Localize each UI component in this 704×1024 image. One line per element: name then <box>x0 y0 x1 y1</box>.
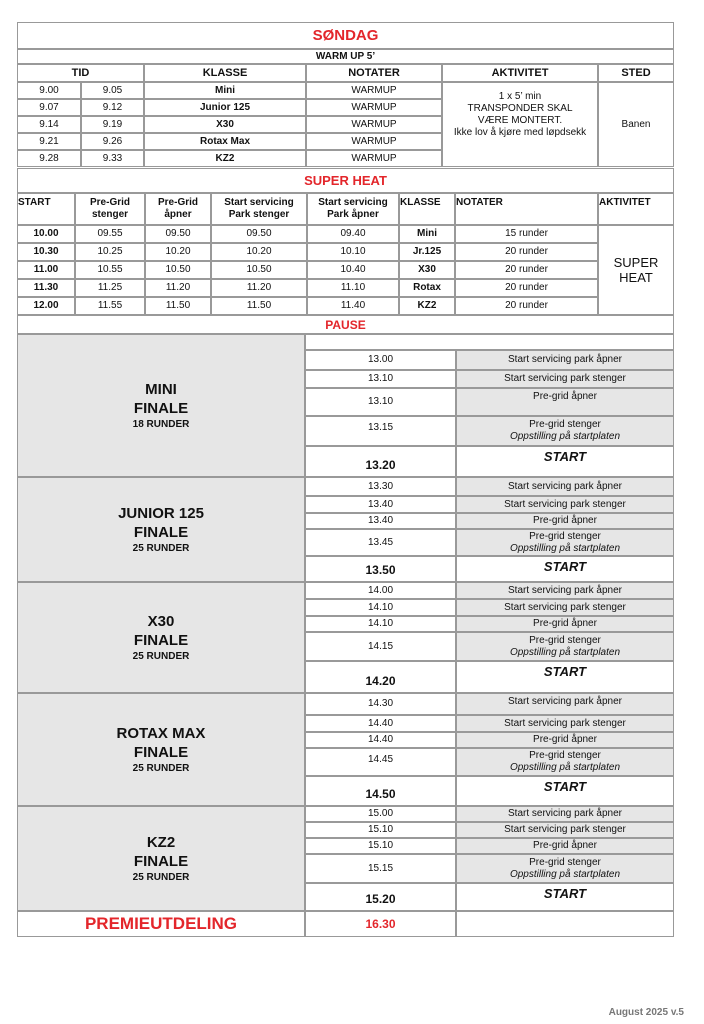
lineup-text: Oppstilling på startplaten <box>509 542 621 554</box>
superheat-pg_close: 10.25 <box>75 243 145 261</box>
superheat-header <box>145 193 211 225</box>
lineup-text: Oppstilling på startplaten <box>509 431 621 442</box>
superheat-note: 20 runder <box>455 243 598 261</box>
superheat-pg_close: 10.55 <box>75 261 145 279</box>
warmup-header: KLASSE <box>144 64 306 82</box>
warmup-note: WARMUP <box>306 133 442 150</box>
superheat-class: Rotax <box>399 279 455 297</box>
final-activity: Start servicing park åpner <box>456 806 674 822</box>
superheat-pg_close: 11.25 <box>75 279 145 297</box>
final-activity: START <box>456 446 674 477</box>
final-laps: 25 RUNDER <box>132 763 190 774</box>
ceremony-empty <box>456 911 674 937</box>
text-line: Start servicing <box>224 197 294 208</box>
final-activity: Start servicing park stenger <box>456 822 674 838</box>
pause-label: PAUSE <box>17 315 674 334</box>
final-activity: START <box>456 776 674 806</box>
final-time: 13.30 <box>305 477 456 496</box>
warmup-heading: WARM UP 5’ <box>17 49 674 64</box>
footer-version: August 2025 v.5 <box>608 1007 684 1018</box>
final-block-label <box>17 582 305 693</box>
warmup-from: 9.14 <box>17 116 81 133</box>
final-activity: START <box>456 661 674 693</box>
final-time: 14.40 <box>305 732 456 748</box>
text-line: åpner <box>164 209 192 220</box>
warmup-header: TID <box>17 64 144 82</box>
final-block-label <box>17 334 305 477</box>
final-activity <box>456 529 674 556</box>
lineup-text: Oppstilling på startplaten <box>509 868 621 880</box>
warmup-to: 9.19 <box>81 116 144 133</box>
warmup-from: 9.21 <box>17 133 81 150</box>
warmup-header: NOTATER <box>306 64 442 82</box>
warmup-class: Junior 125 <box>144 99 306 116</box>
warmup-class: X30 <box>144 116 306 133</box>
warmup-note: WARMUP <box>306 116 442 133</box>
final-activity: Start servicing park åpner <box>456 477 674 496</box>
final-activity: Start servicing park åpner <box>456 693 674 715</box>
grid-close-text: Pre-grid stenger <box>529 634 601 646</box>
grid-close-text: Pre-grid stenger <box>529 750 601 761</box>
final-class-name: MINI <box>145 381 177 398</box>
superheat-header <box>399 193 455 225</box>
text-line: Start servicing <box>318 197 388 208</box>
text-line: NOTATER <box>456 197 503 208</box>
final-time: 13.50 <box>305 556 456 582</box>
warmup-from: 9.00 <box>17 82 81 99</box>
superheat-sp_open: 11.40 <box>307 297 399 315</box>
final-label: FINALE <box>133 853 189 870</box>
superheat-sp_close: 10.20 <box>211 243 307 261</box>
superheat-note: 20 runder <box>455 279 598 297</box>
final-activity <box>456 854 674 883</box>
final-time: 14.10 <box>305 616 456 632</box>
grid-close-text: Pre-grid stenger <box>529 419 601 430</box>
warmup-header: AKTIVITET <box>442 64 598 82</box>
superheat-note: 15 runder <box>455 225 598 243</box>
final-activity: Pre-grid åpner <box>456 838 674 854</box>
final-time: 15.20 <box>305 883 456 911</box>
superheat-sp_open: 10.10 <box>307 243 399 261</box>
superheat-pg_close: 09.55 <box>75 225 145 243</box>
final-time: 13.15 <box>305 416 456 446</box>
superheat-note: 20 runder <box>455 297 598 315</box>
warmup-class: Rotax Max <box>144 133 306 150</box>
final-activity: Pre-grid åpner <box>456 388 674 416</box>
final-time: 13.40 <box>305 513 456 529</box>
superheat-header <box>211 193 307 225</box>
warmup-to: 9.05 <box>81 82 144 99</box>
final-label: FINALE <box>133 524 189 541</box>
final-time: 13.45 <box>305 529 456 556</box>
final-activity <box>456 632 674 661</box>
warmup-activity <box>442 82 598 167</box>
warmup-note: WARMUP <box>306 99 442 116</box>
final-label: FINALE <box>133 632 189 649</box>
grid-close-text: Pre-grid stenger <box>529 856 601 868</box>
superheat-sp_open: 09.40 <box>307 225 399 243</box>
page-title: SØNDAG <box>17 22 674 49</box>
text-line: START <box>18 197 51 208</box>
final-activity: Start servicing park åpner <box>456 582 674 599</box>
final-time: 13.40 <box>305 496 456 513</box>
final-activity: Pre-grid åpner <box>456 732 674 748</box>
spacer-row <box>305 334 674 350</box>
superheat-pg_open: 11.20 <box>145 279 211 297</box>
final-block-label <box>17 806 305 911</box>
warmup-class: Mini <box>144 82 306 99</box>
final-class-name: JUNIOR 125 <box>118 505 204 522</box>
final-activity: START <box>456 556 674 582</box>
superheat-class: Jr.125 <box>399 243 455 261</box>
final-time: 14.40 <box>305 715 456 732</box>
text-line: KLASSE <box>400 197 441 208</box>
warmup-to: 9.26 <box>81 133 144 150</box>
warmup-header: STED <box>598 64 674 82</box>
final-activity: START <box>456 883 674 911</box>
final-time: 15.10 <box>305 838 456 854</box>
final-time: 14.30 <box>305 693 456 715</box>
warmup-note: WARMUP <box>306 82 442 99</box>
text-line: Park stenger <box>228 209 290 220</box>
final-label: FINALE <box>133 400 189 417</box>
ceremony-time: 16.30 <box>305 911 456 937</box>
superheat-header <box>75 193 145 225</box>
ceremony-label: PREMIEUTDELING <box>17 911 305 937</box>
text-line: TRANSPONDER SKAL <box>467 103 573 114</box>
superheat-pg_open: 09.50 <box>145 225 211 243</box>
superheat-pg_open: 10.50 <box>145 261 211 279</box>
final-laps: 25 RUNDER <box>132 651 190 662</box>
final-time: 14.45 <box>305 748 456 776</box>
final-label: FINALE <box>133 744 189 761</box>
warmup-from: 9.28 <box>17 150 81 167</box>
superheat-class: X30 <box>399 261 455 279</box>
final-time: 15.00 <box>305 806 456 822</box>
superheat-header <box>17 193 75 225</box>
lineup-text: Oppstilling på startplaten <box>509 762 621 773</box>
superheat-sp_close: 09.50 <box>211 225 307 243</box>
superheat-class: KZ2 <box>399 297 455 315</box>
superheat-header <box>307 193 399 225</box>
superheat-sp_close: 11.20 <box>211 279 307 297</box>
final-activity <box>456 748 674 776</box>
superheat-sp_close: 11.50 <box>211 297 307 315</box>
superheat-start: 12.00 <box>17 297 75 315</box>
final-laps: 18 RUNDER <box>132 419 190 430</box>
warmup-from: 9.07 <box>17 99 81 116</box>
final-laps: 25 RUNDER <box>132 543 190 554</box>
text-line: VÆRE MONTERT. <box>477 115 563 126</box>
text-line: 1 x 5’ min <box>498 91 542 102</box>
warmup-place: Banen <box>598 82 674 167</box>
final-time: 14.00 <box>305 582 456 599</box>
text-line: AKTIVITET <box>599 197 651 208</box>
text-line: stenger <box>91 209 129 220</box>
superheat-pg_open: 10.20 <box>145 243 211 261</box>
final-class-name: ROTAX MAX <box>116 725 206 742</box>
superheat-pg_open: 11.50 <box>145 297 211 315</box>
grid-close-text: Pre-grid stenger <box>529 530 601 542</box>
final-activity: Start servicing park stenger <box>456 496 674 513</box>
warmup-to: 9.12 <box>81 99 144 116</box>
warmup-to: 9.33 <box>81 150 144 167</box>
superheat-header <box>598 193 674 225</box>
final-time: 13.10 <box>305 370 456 388</box>
superheat-heading: SUPER HEAT <box>17 168 674 193</box>
final-laps: 25 RUNDER <box>132 872 190 883</box>
superheat-start: 11.00 <box>17 261 75 279</box>
final-time: 14.20 <box>305 661 456 693</box>
warmup-note: WARMUP <box>306 150 442 167</box>
text-line: Ikke lov å kjøre med løpdsekk <box>453 127 587 138</box>
warmup-class: KZ2 <box>144 150 306 167</box>
final-activity <box>456 416 674 446</box>
lineup-text: Oppstilling på startplaten <box>509 646 621 658</box>
text-line: SUPER <box>613 255 659 270</box>
final-class-name: KZ2 <box>146 834 176 851</box>
final-time: 13.00 <box>305 350 456 370</box>
superheat-sp_open: 11.10 <box>307 279 399 297</box>
final-activity: Start servicing park åpner <box>456 350 674 370</box>
final-time: 15.10 <box>305 822 456 838</box>
final-time: 14.50 <box>305 776 456 806</box>
final-activity: Start servicing park stenger <box>456 715 674 732</box>
superheat-start: 10.30 <box>17 243 75 261</box>
superheat-header <box>455 193 598 225</box>
final-time: 13.20 <box>305 446 456 477</box>
final-time: 14.15 <box>305 632 456 661</box>
final-time: 13.10 <box>305 388 456 416</box>
final-activity: Pre-grid åpner <box>456 616 674 632</box>
final-activity: Pre-grid åpner <box>456 513 674 529</box>
final-time: 14.10 <box>305 599 456 616</box>
superheat-start: 11.30 <box>17 279 75 297</box>
superheat-note: 20 runder <box>455 261 598 279</box>
text-line: Pre-Grid <box>89 197 130 208</box>
final-block-label <box>17 477 305 582</box>
superheat-sp_close: 10.50 <box>211 261 307 279</box>
final-block-label <box>17 693 305 806</box>
final-class-name: X30 <box>147 613 175 630</box>
text-line: Park åpner <box>327 209 379 220</box>
superheat-pg_close: 11.55 <box>75 297 145 315</box>
superheat-class: Mini <box>399 225 455 243</box>
superheat-activity <box>598 225 674 315</box>
text-line: HEAT <box>619 270 653 285</box>
superheat-start: 10.00 <box>17 225 75 243</box>
final-time: 15.15 <box>305 854 456 883</box>
superheat-sp_open: 10.40 <box>307 261 399 279</box>
final-activity: Start servicing park stenger <box>456 599 674 616</box>
final-activity: Start servicing park stenger <box>456 370 674 388</box>
text-line: Pre-Grid <box>157 197 198 208</box>
